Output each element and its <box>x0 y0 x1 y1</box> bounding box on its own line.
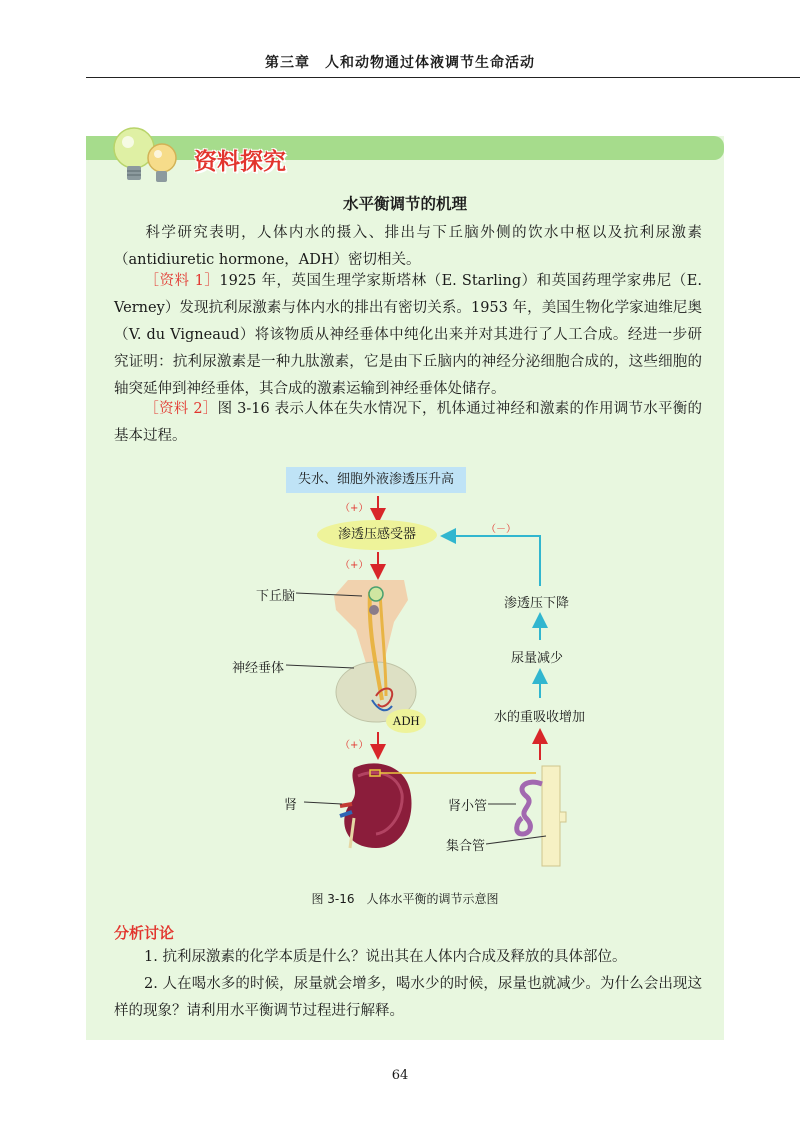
material-1-tag: ［资料 1］ <box>144 273 220 289</box>
lightbulb-icon <box>104 122 184 192</box>
label-line-kidney <box>304 802 342 804</box>
collecting-duct-tube <box>542 766 560 866</box>
material-1-text: 1925 年，英国生理学家斯塔林（E. Starling）和英国药理学家弗尼（E. Verney）发现抗利尿激素与体内水的排出有密切关系。1953 年，美国生物化学家迪维尼奥（V. du Vigneaud）将该物质从神经垂体中纯化出来并对其进行了人工合成。经进一步研究证明：抗利尿激素是一种九肽激素，它是由下丘脑内的神经分泌细胞合成的，这些细胞的轴突延伸到神经垂体，其合成的激素运输到神经垂体处储存。 <box>114 273 702 397</box>
material-2-text: 图 3-16 表示人体在失水情况下，机体通过神经和激素的作用调节水平衡的基本过程。 <box>114 401 702 444</box>
header-rule <box>86 77 800 78</box>
tubule-label: 肾小管 <box>448 799 488 814</box>
intro-text: 科学研究表明，人体内水的摄入、排出与下丘脑外侧的饮水中枢以及抗利尿激素（antidiuretic hormone，ADH）密切相关。 <box>114 225 702 268</box>
osmoreceptor-cell <box>369 587 383 601</box>
label-line-pituitary <box>286 665 354 668</box>
sign-plus-2: （+） <box>340 560 369 571</box>
material-2-tag: ［资料 2］ <box>144 401 218 417</box>
section-title: 水平衡调节的机理 <box>342 195 467 213</box>
feedback-arrow <box>448 536 540 586</box>
renal-tubule-coil <box>517 782 542 834</box>
sign-plus-3: （+） <box>340 740 369 751</box>
pituitary-label: 神经垂体 <box>232 661 285 676</box>
adh-oval: ADH <box>386 709 426 733</box>
page-number: 64 <box>391 1068 409 1083</box>
kidney-label: 肾 <box>284 798 298 813</box>
water-balance-figure <box>86 460 724 890</box>
figure-caption: 图 3-16 人体水平衡的调节示意图 <box>311 892 499 906</box>
sign-minus: （－） <box>486 524 516 535</box>
discussion-q1-text: 1. 抗利尿激素的化学本质是什么？说出其在人体内合成及释放的具体部位。 <box>144 949 627 965</box>
material-box-label: 资料探究 <box>194 149 286 175</box>
collecting-duct-branch <box>560 812 566 822</box>
reabsorb-label: 水的重吸收增加 <box>494 710 586 725</box>
sign-plus-1: （+） <box>340 503 369 514</box>
collecting-duct-label: 集合管 <box>446 839 486 854</box>
dehydration-box: 失水、细胞外液渗透压升高 <box>286 467 466 493</box>
discussion-q2 <box>114 971 702 1025</box>
discussion-q2-text: 2. 人在喝水多的时候，尿量就会增多，喝水少的时候，尿量也就减少。为什么会出现这样的现象？请利用水平衡调节过程进行解释。 <box>114 976 702 1019</box>
osmoreceptor-oval: 渗透压感受器 <box>317 520 437 550</box>
urine-less-label: 尿量减少 <box>511 651 564 666</box>
discussion-title: 分析讨论 <box>114 924 175 942</box>
hypothalamus-label: 下丘脑 <box>256 589 296 604</box>
label-line-collecting-duct <box>486 836 546 844</box>
material-2-paragraph <box>114 396 702 450</box>
chapter-header: 第三章 人和动物通过体液调节生命活动 <box>265 55 535 71</box>
material-1-paragraph <box>114 268 702 403</box>
osmo-down-label: 渗透压下降 <box>504 596 570 611</box>
neurosecretory-cell <box>369 605 379 615</box>
discussion-q1 <box>114 944 702 971</box>
intro-paragraph <box>114 220 702 274</box>
